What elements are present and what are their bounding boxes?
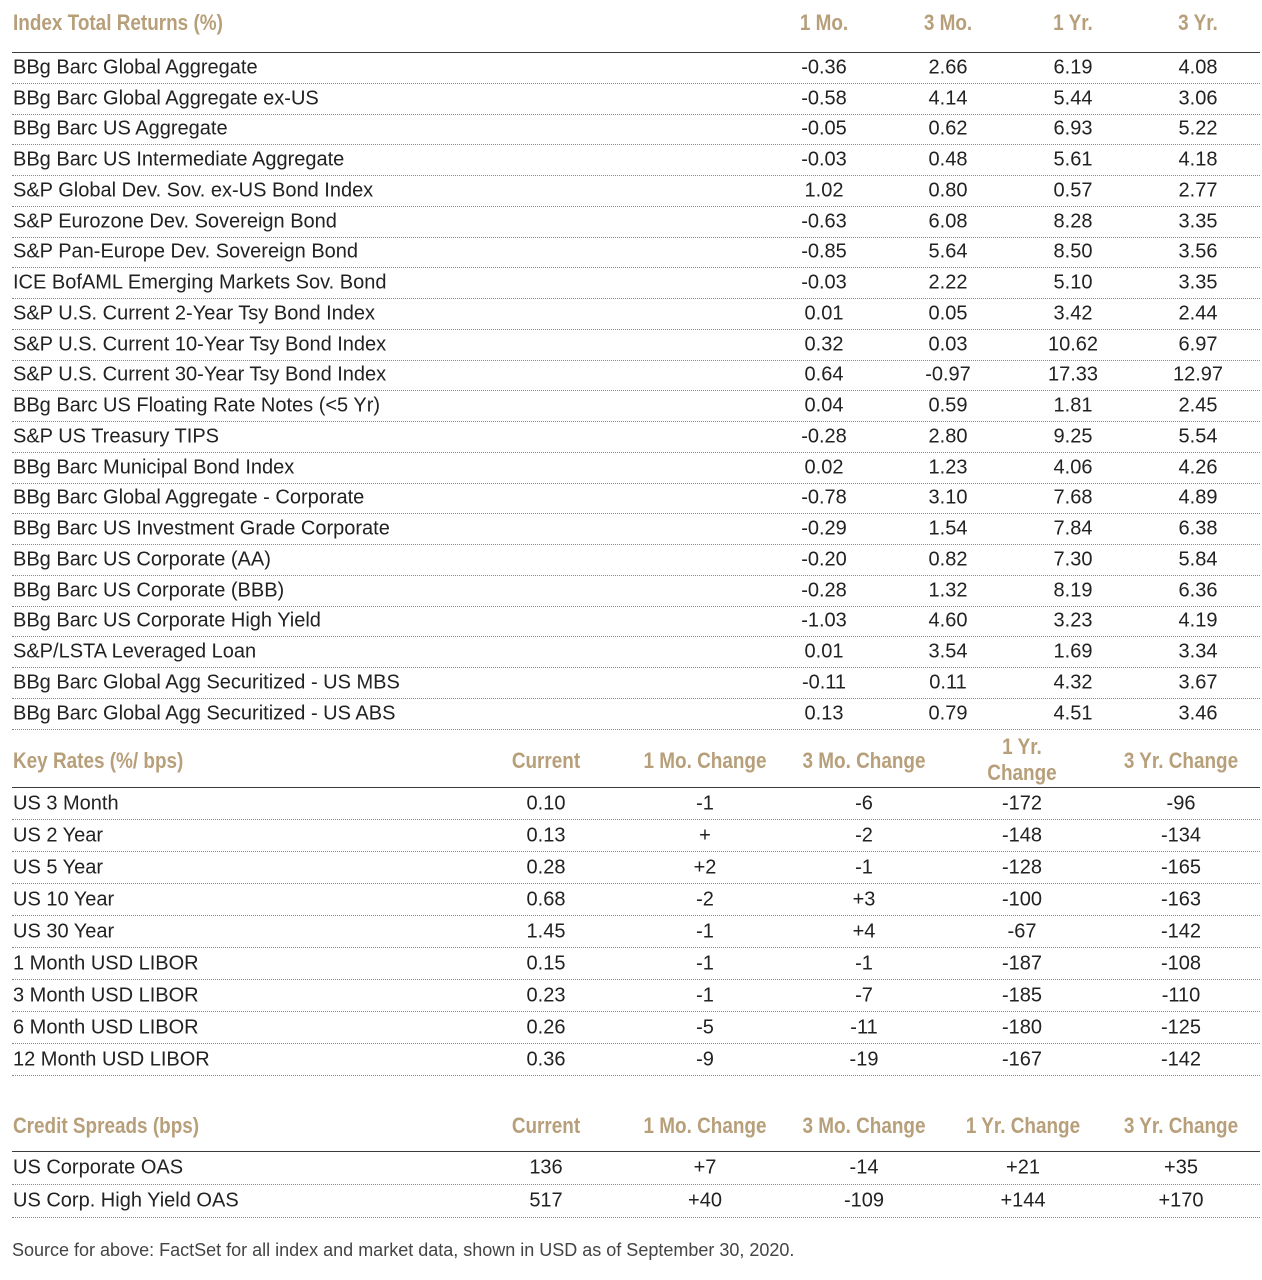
table-row bbox=[12, 1185, 1260, 1218]
row-label: US Corp. High Yield OAS bbox=[13, 1189, 239, 1212]
table-row bbox=[12, 453, 1260, 484]
row-label: BBg Barc Global Agg Securitized - US MBS bbox=[13, 671, 400, 694]
row-value: +3 bbox=[852, 888, 876, 910]
row-value: 1.32 bbox=[928, 579, 968, 602]
row-value: -142 bbox=[1160, 1048, 1202, 1070]
source-note: Source for above: FactSet for all index and market data, shown in USD as of September 30, 2020. bbox=[12, 1240, 795, 1260]
table-row bbox=[12, 238, 1260, 269]
row-label: US 10 Year bbox=[13, 888, 115, 910]
row-value: -5 bbox=[696, 1016, 714, 1038]
col-header-1yr: 1 Yr. bbox=[1053, 10, 1093, 35]
row-label: US 2 Year bbox=[13, 824, 104, 846]
row-value: 0.82 bbox=[928, 548, 968, 571]
table-row bbox=[12, 299, 1260, 330]
row-value: -0.03 bbox=[801, 148, 847, 171]
col-header-1mo-change: 1 Mo. Change bbox=[643, 748, 767, 773]
row-value: 0.11 bbox=[929, 671, 967, 694]
row-value: -0.58 bbox=[801, 87, 847, 110]
row-value: 1.45 bbox=[526, 920, 566, 942]
credit-spreads-title: Credit Spreads (bps) bbox=[13, 1113, 200, 1138]
row-value: -165 bbox=[1160, 856, 1202, 878]
row-value: -187 bbox=[1001, 952, 1043, 974]
col-header-1yr-change: 1 Yr. Change bbox=[965, 1113, 1081, 1138]
row-label: US Corporate OAS bbox=[13, 1156, 184, 1179]
row-value: 4.32 bbox=[1053, 671, 1093, 694]
row-value: 6.38 bbox=[1178, 517, 1218, 540]
row-value: 3.10 bbox=[928, 486, 968, 509]
row-value: -185 bbox=[1001, 984, 1043, 1006]
row-value: 3.34 bbox=[1178, 640, 1218, 663]
row-value: 0.36 bbox=[526, 1048, 566, 1070]
col-header-1yr-line1: 1 Yr. bbox=[1002, 734, 1042, 759]
row-value: 4.26 bbox=[1178, 456, 1218, 479]
row-label: 6 Month USD LIBOR bbox=[13, 1016, 199, 1038]
table-row bbox=[12, 84, 1260, 115]
row-label: US 3 Month bbox=[13, 792, 119, 814]
row-value: 2.44 bbox=[1178, 302, 1218, 325]
row-label: ICE BofAML Emerging Markets Sov. Bond bbox=[13, 271, 387, 294]
row-value: 3.35 bbox=[1178, 271, 1218, 294]
row-value: -109 bbox=[843, 1189, 885, 1212]
col-header-3yr: 3 Yr. bbox=[1178, 10, 1218, 35]
row-value: -0.85 bbox=[801, 240, 847, 263]
col-header-1mo-change: 1 Mo. Change bbox=[643, 1113, 767, 1138]
row-value: 0.13 bbox=[804, 702, 844, 725]
row-label: BBg Barc Municipal Bond Index bbox=[13, 456, 295, 479]
row-label: S&P U.S. Current 2-Year Tsy Bond Index bbox=[13, 302, 376, 325]
table-row bbox=[12, 884, 1260, 916]
row-value: 1.23 bbox=[928, 456, 968, 479]
table-row bbox=[12, 391, 1260, 422]
row-value: 12.97 bbox=[1172, 363, 1224, 386]
row-value: -6 bbox=[855, 792, 873, 814]
row-value: 0.05 bbox=[928, 302, 968, 325]
row-value: 3.42 bbox=[1053, 302, 1093, 325]
row-value: 0.15 bbox=[526, 952, 566, 974]
row-value: 1.81 bbox=[1053, 394, 1093, 417]
row-value: -0.28 bbox=[801, 579, 847, 602]
row-value: 0.48 bbox=[928, 148, 968, 171]
row-value: 4.51 bbox=[1053, 702, 1093, 725]
table-row bbox=[12, 948, 1260, 980]
row-value: 0.03 bbox=[928, 333, 968, 356]
row-label: US 5 Year bbox=[13, 856, 104, 878]
table-row bbox=[12, 115, 1260, 146]
row-value: 136 bbox=[529, 1156, 563, 1179]
col-header-3yr-change: 3 Yr. Change bbox=[1123, 1113, 1239, 1138]
row-value: -0.78 bbox=[801, 486, 847, 509]
table-row bbox=[12, 207, 1260, 238]
row-value: -167 bbox=[1001, 1048, 1043, 1070]
table-row bbox=[12, 607, 1260, 638]
row-label: S&P Global Dev. Sov. ex-US Bond Index bbox=[13, 179, 374, 202]
table-row bbox=[12, 668, 1260, 699]
col-header-1yr-line2: Change bbox=[987, 760, 1057, 785]
row-value: -0.29 bbox=[801, 517, 847, 540]
row-value: -0.28 bbox=[801, 425, 847, 448]
row-value: 7.30 bbox=[1053, 548, 1093, 571]
row-label: BBg Barc US Aggregate bbox=[13, 117, 228, 140]
row-label: BBg Barc US Corporate High Yield bbox=[13, 609, 321, 632]
row-label: S&P/LSTA Leveraged Loan bbox=[13, 640, 257, 663]
row-value: +144 bbox=[1000, 1189, 1046, 1212]
row-label: 12 Month USD LIBOR bbox=[13, 1048, 210, 1070]
row-value: -134 bbox=[1160, 824, 1202, 846]
row-label: US 30 Year bbox=[13, 920, 115, 942]
table-row bbox=[12, 361, 1260, 392]
row-label: 3 Month USD LIBOR bbox=[13, 984, 199, 1006]
row-value: -125 bbox=[1160, 1016, 1202, 1038]
row-value: -128 bbox=[1001, 856, 1043, 878]
row-value: + bbox=[699, 824, 711, 846]
row-value: -163 bbox=[1160, 888, 1202, 910]
table-row bbox=[12, 145, 1260, 176]
row-value: -1 bbox=[696, 920, 714, 942]
row-value: 3.46 bbox=[1178, 702, 1218, 725]
table-row bbox=[12, 699, 1260, 730]
row-value: 6.97 bbox=[1178, 333, 1218, 356]
table-row bbox=[12, 53, 1260, 84]
row-value: 2.77 bbox=[1178, 179, 1218, 202]
table-row bbox=[12, 545, 1260, 576]
row-value: 517 bbox=[529, 1189, 563, 1212]
table-row bbox=[12, 852, 1260, 884]
row-value: 4.89 bbox=[1178, 486, 1218, 509]
row-label: BBg Barc Global Aggregate bbox=[13, 56, 258, 79]
row-value: -0.20 bbox=[801, 548, 847, 571]
index-total-returns-table bbox=[12, 0, 1260, 730]
row-value: 5.84 bbox=[1178, 548, 1218, 571]
row-label: S&P Eurozone Dev. Sovereign Bond bbox=[13, 210, 337, 233]
row-value: 5.10 bbox=[1053, 271, 1093, 294]
table-row bbox=[12, 1012, 1260, 1044]
row-value: +2 bbox=[693, 856, 717, 878]
table-row bbox=[12, 330, 1260, 361]
row-value: -172 bbox=[1001, 792, 1043, 814]
index-returns-body bbox=[12, 53, 1260, 730]
table-row bbox=[12, 916, 1260, 948]
row-value: 0.13 bbox=[526, 824, 566, 846]
row-value: -110 bbox=[1161, 984, 1201, 1006]
row-value: 0.23 bbox=[526, 984, 566, 1006]
row-value: 0.64 bbox=[804, 363, 844, 386]
row-value: 5.61 bbox=[1053, 148, 1093, 171]
row-value: 0.79 bbox=[928, 702, 968, 725]
col-header-3mo-change: 3 Mo. Change bbox=[802, 1113, 926, 1138]
row-value: +21 bbox=[1006, 1156, 1040, 1179]
row-value: -2 bbox=[696, 888, 714, 910]
row-value: -67 bbox=[1007, 920, 1037, 942]
col-header-3mo-change: 3 Mo. Change bbox=[802, 748, 926, 773]
row-value: +7 bbox=[693, 1156, 717, 1179]
row-label: BBg Barc US Corporate (AA) bbox=[13, 548, 271, 571]
row-value: 3.06 bbox=[1178, 87, 1218, 110]
col-header-3mo: 3 Mo. bbox=[923, 10, 973, 35]
row-value: -1 bbox=[855, 856, 873, 878]
row-label: S&P Pan-Europe Dev. Sovereign Bond bbox=[13, 240, 359, 263]
row-label: 1 Month USD LIBOR bbox=[13, 952, 199, 974]
row-value: -19 bbox=[849, 1048, 879, 1070]
row-value: -1 bbox=[696, 792, 714, 814]
row-value: -108 bbox=[1160, 952, 1202, 974]
row-label: BBg Barc US Intermediate Aggregate bbox=[13, 148, 345, 171]
row-value: 6.93 bbox=[1053, 117, 1093, 140]
row-label: S&P U.S. Current 30-Year Tsy Bond Index bbox=[13, 363, 387, 386]
key-rates-header bbox=[12, 734, 1260, 788]
row-value: 3.54 bbox=[928, 640, 968, 663]
row-value: -2 bbox=[855, 824, 873, 846]
table-row bbox=[12, 268, 1260, 299]
row-value: -142 bbox=[1160, 920, 1202, 942]
row-value: 10.62 bbox=[1047, 333, 1099, 356]
row-value: 0.68 bbox=[526, 888, 566, 910]
col-header-1yr-change bbox=[987, 734, 1056, 786]
table-row bbox=[12, 1044, 1260, 1076]
row-value: 4.60 bbox=[928, 609, 968, 632]
row-value: +170 bbox=[1158, 1189, 1204, 1212]
col-header-current: Current bbox=[511, 1113, 581, 1138]
col-header-1mo: 1 Mo. bbox=[799, 10, 849, 35]
row-value: 4.18 bbox=[1178, 148, 1218, 171]
row-value: +4 bbox=[852, 920, 876, 942]
row-label: S&P US Treasury TIPS bbox=[13, 425, 220, 448]
row-value: 4.08 bbox=[1178, 56, 1218, 79]
credit-spreads-body bbox=[12, 1152, 1260, 1218]
row-value: -14 bbox=[849, 1156, 879, 1179]
key-rates-body bbox=[12, 788, 1260, 1076]
row-value: 2.45 bbox=[1178, 394, 1218, 417]
row-label: BBg Barc Global Agg Securitized - US ABS bbox=[13, 702, 396, 725]
table-row bbox=[12, 637, 1260, 668]
row-label: BBg Barc US Floating Rate Notes (<5 Yr) bbox=[13, 394, 381, 417]
col-header-3yr-change: 3 Yr. Change bbox=[1123, 748, 1239, 773]
row-value: 0.59 bbox=[928, 394, 968, 417]
col-header-current: Current bbox=[511, 748, 581, 773]
row-value: -7 bbox=[855, 984, 873, 1006]
row-value: 1.54 bbox=[928, 517, 968, 540]
row-value: 4.19 bbox=[1178, 609, 1218, 632]
row-value: 1.02 bbox=[804, 179, 844, 202]
row-value: 1.69 bbox=[1053, 640, 1093, 663]
row-value: -11 bbox=[850, 1016, 878, 1038]
row-value: 7.84 bbox=[1053, 517, 1093, 540]
row-value: 0.02 bbox=[804, 456, 844, 479]
table-row bbox=[12, 422, 1260, 453]
row-value: 2.80 bbox=[928, 425, 968, 448]
row-value: 5.64 bbox=[928, 240, 968, 263]
table-row bbox=[12, 1152, 1260, 1185]
row-value: -96 bbox=[1166, 792, 1196, 814]
row-value: 2.66 bbox=[928, 56, 968, 79]
row-value: 3.67 bbox=[1178, 671, 1218, 694]
credit-spreads-table bbox=[12, 1102, 1260, 1218]
row-value: -1 bbox=[696, 984, 714, 1006]
row-value: 8.28 bbox=[1053, 210, 1093, 233]
row-value: 9.25 bbox=[1053, 425, 1093, 448]
row-value: 4.14 bbox=[928, 87, 968, 110]
row-value: -1 bbox=[855, 952, 873, 974]
row-value: -180 bbox=[1001, 1016, 1043, 1038]
row-value: -0.36 bbox=[801, 56, 847, 79]
row-value: 8.19 bbox=[1053, 579, 1093, 602]
key-rates-table bbox=[12, 734, 1260, 1076]
row-value: 0.28 bbox=[526, 856, 566, 878]
row-value: -148 bbox=[1001, 824, 1043, 846]
row-value: 3.35 bbox=[1178, 210, 1218, 233]
table-row bbox=[12, 820, 1260, 852]
row-label: S&P U.S. Current 10-Year Tsy Bond Index bbox=[13, 333, 387, 356]
key-rates-title: Key Rates (%/ bps) bbox=[13, 748, 184, 773]
index-returns-title: Index Total Returns (%) bbox=[13, 10, 223, 35]
row-value: +40 bbox=[688, 1189, 722, 1212]
row-value: -0.63 bbox=[801, 210, 847, 233]
row-value: 5.22 bbox=[1178, 117, 1218, 140]
row-value: 0.57 bbox=[1053, 179, 1093, 202]
row-value: 2.22 bbox=[928, 271, 968, 294]
row-label: BBg Barc Global Aggregate - Corporate bbox=[13, 486, 365, 509]
row-value: 4.06 bbox=[1053, 456, 1093, 479]
row-value: 0.04 bbox=[804, 394, 844, 417]
row-value: 0.01 bbox=[804, 640, 844, 663]
row-value: -100 bbox=[1001, 888, 1043, 910]
row-label: BBg Barc US Investment Grade Corporate bbox=[13, 517, 390, 540]
row-value: -0.05 bbox=[801, 117, 847, 140]
row-value: 0.01 bbox=[804, 302, 844, 325]
row-value: -9 bbox=[696, 1048, 714, 1070]
row-label: BBg Barc US Corporate (BBB) bbox=[13, 579, 285, 602]
table-row bbox=[12, 576, 1260, 607]
row-value: -0.03 bbox=[801, 271, 847, 294]
table-row bbox=[12, 980, 1260, 1012]
row-value: 0.10 bbox=[526, 792, 566, 814]
row-value: 3.23 bbox=[1053, 609, 1093, 632]
row-label: BBg Barc Global Aggregate ex-US bbox=[13, 87, 319, 110]
row-value: 17.33 bbox=[1047, 363, 1099, 386]
credit-spreads-header bbox=[12, 1102, 1260, 1152]
row-value: 0.80 bbox=[928, 179, 968, 202]
row-value: 7.68 bbox=[1053, 486, 1093, 509]
index-returns-header bbox=[12, 0, 1260, 53]
table-row bbox=[12, 514, 1260, 545]
row-value: -1 bbox=[696, 952, 714, 974]
row-value: -1.03 bbox=[801, 609, 847, 632]
row-value: -0.97 bbox=[925, 363, 971, 386]
table-row bbox=[12, 176, 1260, 207]
row-value: 6.36 bbox=[1178, 579, 1218, 602]
row-value: 6.08 bbox=[928, 210, 968, 233]
row-value: 0.32 bbox=[804, 333, 844, 356]
row-value: 5.54 bbox=[1178, 425, 1218, 448]
table-row bbox=[12, 484, 1260, 515]
row-value: +35 bbox=[1164, 1156, 1198, 1179]
row-value: 3.56 bbox=[1178, 240, 1218, 263]
row-value: 6.19 bbox=[1053, 56, 1093, 79]
table-row bbox=[12, 788, 1260, 820]
row-value: 5.44 bbox=[1053, 87, 1093, 110]
row-value: 0.26 bbox=[526, 1016, 566, 1038]
row-value: 0.62 bbox=[928, 117, 968, 140]
row-value: -0.11 bbox=[801, 671, 847, 694]
row-value: 8.50 bbox=[1053, 240, 1093, 263]
